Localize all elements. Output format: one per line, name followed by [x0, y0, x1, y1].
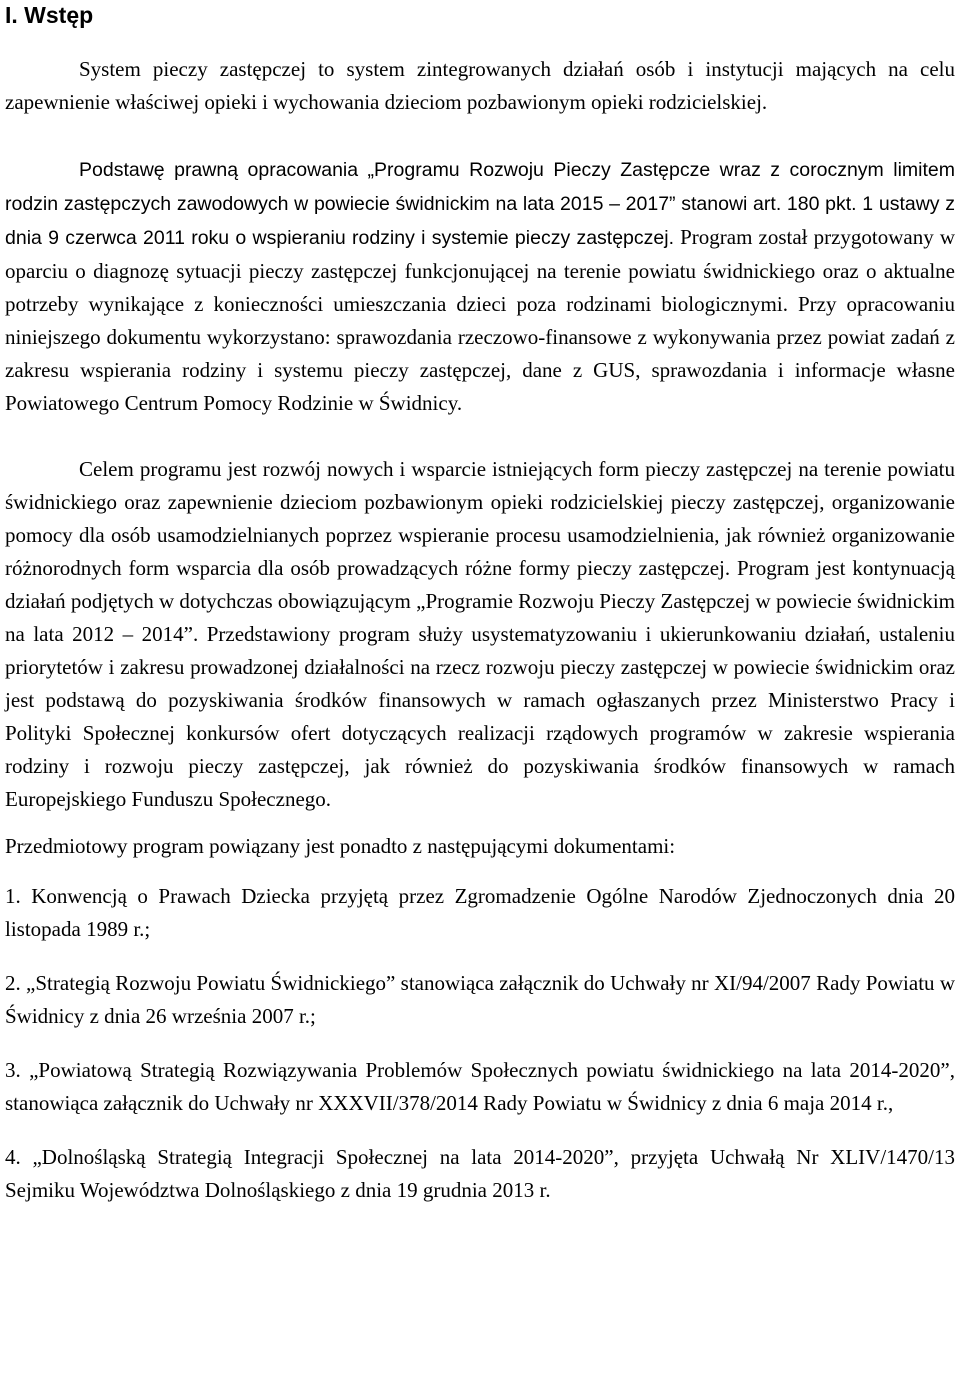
legal-basis-sentence: Podstawę prawną opracowania „Programu Rozwoju Pieczy Zastępcze wraz z corocznym limitem rodzin zastępczych zawodowych w powiecie świdnickim na lata 2015 – 2017” stanowi art. 180 pkt. 1 ustawy z dnia 9 czerwca 2011 roku o wspieraniu rodziny i systemie pieczy zastępczej. — [5, 159, 955, 249]
related-document-item: 4. „Dolnośląską Strategią Integracji Społecznej na lata 2014-2020”, przyjęta Uchwałą Nr XLIV/1470/13 Sejmiku Województwa Dolnośląskiego z dnia 19 grudnia 2013 r. — [5, 1145, 955, 1202]
related-document-item: 2. „Strategią Rozwoju Powiatu Świdnickiego” stanowiąca załącznik do Uchwały nr XI/94/2007 Rady Powiatu w Świdnicy z dnia 26 września 2007 r.; — [5, 971, 955, 1028]
related-document-item: 3. „Powiatową Strategią Rozwiązywania Problemów Społecznych powiatu świdnickiego na lata 2014-2020”, stanowiąca załącznik do Uchwały nr XXXVII/378/2014 Rady Powiatu w Świdnicy z dnia 6 maja 2014 r., — [5, 1058, 955, 1115]
legal-basis-paragraph — [5, 153, 955, 420]
related-documents-intro: Przedmiotowy program powiązany jest ponadto z następującymi dokumentami: — [5, 834, 676, 858]
page-content — [5, 0, 955, 1207]
program-preparation-text: Program został przygotowany w oparciu o diagnozę sytuacji pieczy zastępczej funkcjonującej na terenie powiatu świdnickiego oraz o aktualne potrzeby wynikające z konieczności umieszczania dzieci poza rodzinami biologicznymi. Przy opracowaniu niniejszego dokumentu wykorzystano: sprawozdania rzeczowo-finansowe z wykonywania przez powiat zadań z zakresu wspierania rodziny i systemu pieczy zastępczej, dane z GUS, sprawozdania i informacje własne Powiatowego Centrum Pomocy Rodzinie w Świdnicy. — [5, 225, 956, 415]
related-document-item: 1. Konwencją o Prawach Dziecka przyjętą przez Zgromadzenie Ogólne Narodów Zjednoczonych dnia 20 listopada 1989 r.; — [5, 884, 955, 941]
program-goal-paragraph: Celem programu jest rozwój nowych i wsparcie istniejących form pieczy zastępczej na terenie powiatu świdnickiego oraz zapewnienie dzieciom pozbawionym opieki rodzicielskiej pieczy zastępczej, organizowanie pomocy dla osób usamodzielnianych poprzez wspieranie procesu usamodzielnienia, jak również organizowanie różnorodnych form wsparcia dla osób prowadzących różne formy pieczy zastępczej. Program jest kontynuacją działań podjętych w dotychczas obowiązującym „Programie Rozwoju Pieczy Zastępczej w powiecie świdnickim na lata 2012 – 2014”. Przedstawiony program służy usystematyzowaniu i ukierunkowaniu działań, ustaleniu priorytetów i zakresu prowadzonej działalności na rzecz rozwoju pieczy zastępczej w powiecie świdnickim oraz jest podstawą do pozyskiwania środków finansowych w ramach ogłaszanych przez Ministerstwo Pracy i Polityki Społecznej konkursów ofert dotyczących realizacji rządowych programów w zakresie wspierania rodziny i rozwoju pieczy zastępczej, jak również do pozyskiwania środków finansowych w ramach Europejskiego Funduszu Społecznego. — [5, 457, 955, 811]
section-heading: I. Wstęp — [5, 2, 94, 28]
intro-paragraph: System pieczy zastępczej to system zintegrowanych działań osób i instytucji mających na celu zapewnienie właściwej opieki i wychowania dzieciom pozbawionym opieki rodzicielskiej. — [5, 57, 955, 114]
